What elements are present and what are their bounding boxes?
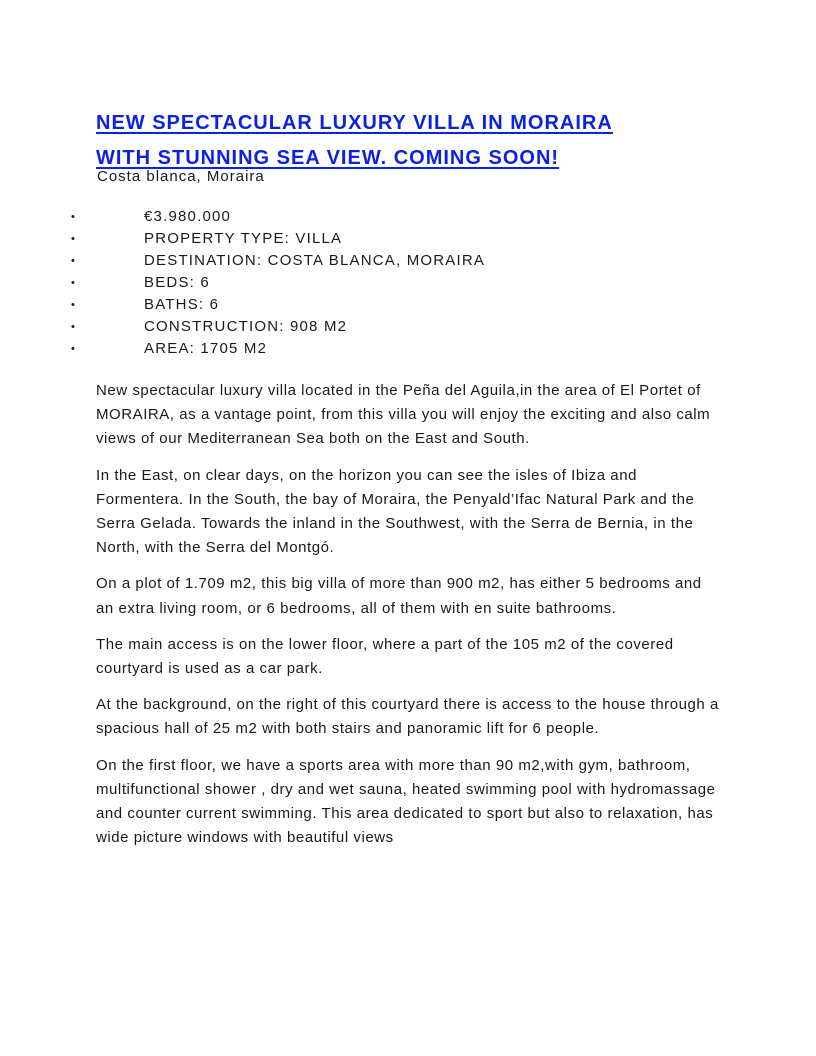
bullet-icon: • — [71, 343, 77, 355]
description-paragraph: At the background, on the right of this courtyard there is access to the house through a spacious hall of 25 m2 with both stairs and panoramic lift for 6 people. — [96, 696, 719, 738]
description-paragraph: New spectacular luxury villa located in the Peña del Aguila,in the area of El Portet of MORAIRA, as a vantage point, from this villa you will enjoy the exciting and also calm views of our Mediterranean Sea both on the East and South. — [96, 382, 711, 448]
description-body — [96, 379, 724, 862]
listing-location: Costa blanca, Moraira — [97, 168, 265, 185]
listing-title-line-2[interactable]: WITH STUNNING SEA VIEW. COMING SOON! — [96, 147, 560, 169]
spec-text: €3.980.000 — [144, 208, 232, 225]
bullet-icon: • — [71, 277, 77, 289]
spec-text: BEDS: 6 — [144, 274, 210, 291]
bullet-icon: • — [71, 255, 77, 267]
spec-price — [0, 206, 816, 228]
spec-beds — [0, 272, 816, 294]
spec-construction — [0, 316, 816, 338]
spec-text: AREA: 1705 M2 — [144, 340, 268, 357]
spec-text: CONSTRUCTION: 908 M2 — [144, 318, 348, 335]
spec-text: PROPERTY TYPE: VILLA — [144, 230, 343, 247]
listing-title-line-1[interactable]: NEW SPECTACULAR LUXURY VILLA IN MORAIRA — [96, 112, 613, 134]
spec-text: BATHS: 6 — [144, 296, 220, 313]
spec-property-type — [0, 228, 816, 250]
bullet-icon: • — [71, 321, 77, 333]
spec-text: DESTINATION: COSTA BLANCA, MORAIRA — [144, 252, 486, 269]
listing-title-link[interactable] — [96, 106, 736, 176]
bullet-icon: • — [71, 233, 77, 245]
bullet-icon: • — [71, 299, 77, 311]
description-paragraph: On a plot of 1.709 m2, this big villa of more than 900 m2, has either 5 bedrooms and an extra living room, or 6 bedrooms, all of them with en suite bathrooms. — [96, 575, 702, 617]
bullet-icon: • — [71, 211, 77, 223]
description-paragraph: In the East, on clear days, on the horizon you can see the isles of Ibiza and Formentera. In the South, the bay of Moraira, the Penyald’Ifac Natural Park and the Serra Gelada. Towards the inland in the Southwest, with the Serra de Bernia, in the North, with the Serra del Montgó. — [96, 466, 695, 557]
spec-destination — [0, 250, 816, 272]
spec-area — [0, 338, 816, 360]
property-specs-list — [0, 206, 816, 360]
description-paragraph: The main access is on the lower floor, where a part of the 105 m2 of the covered courtyard is used as a car park. — [96, 635, 674, 678]
description-paragraph: On the first floor, we have a sports area with more than 90 m2,with gym, bathroom, multifunctional shower , dry and wet sauna, heated swimming pool with hydromassage and counter current swimming. This area dedicated to sport but also to relaxation, has wide picture windows with beautiful views — [96, 756, 716, 847]
spec-baths — [0, 294, 816, 316]
